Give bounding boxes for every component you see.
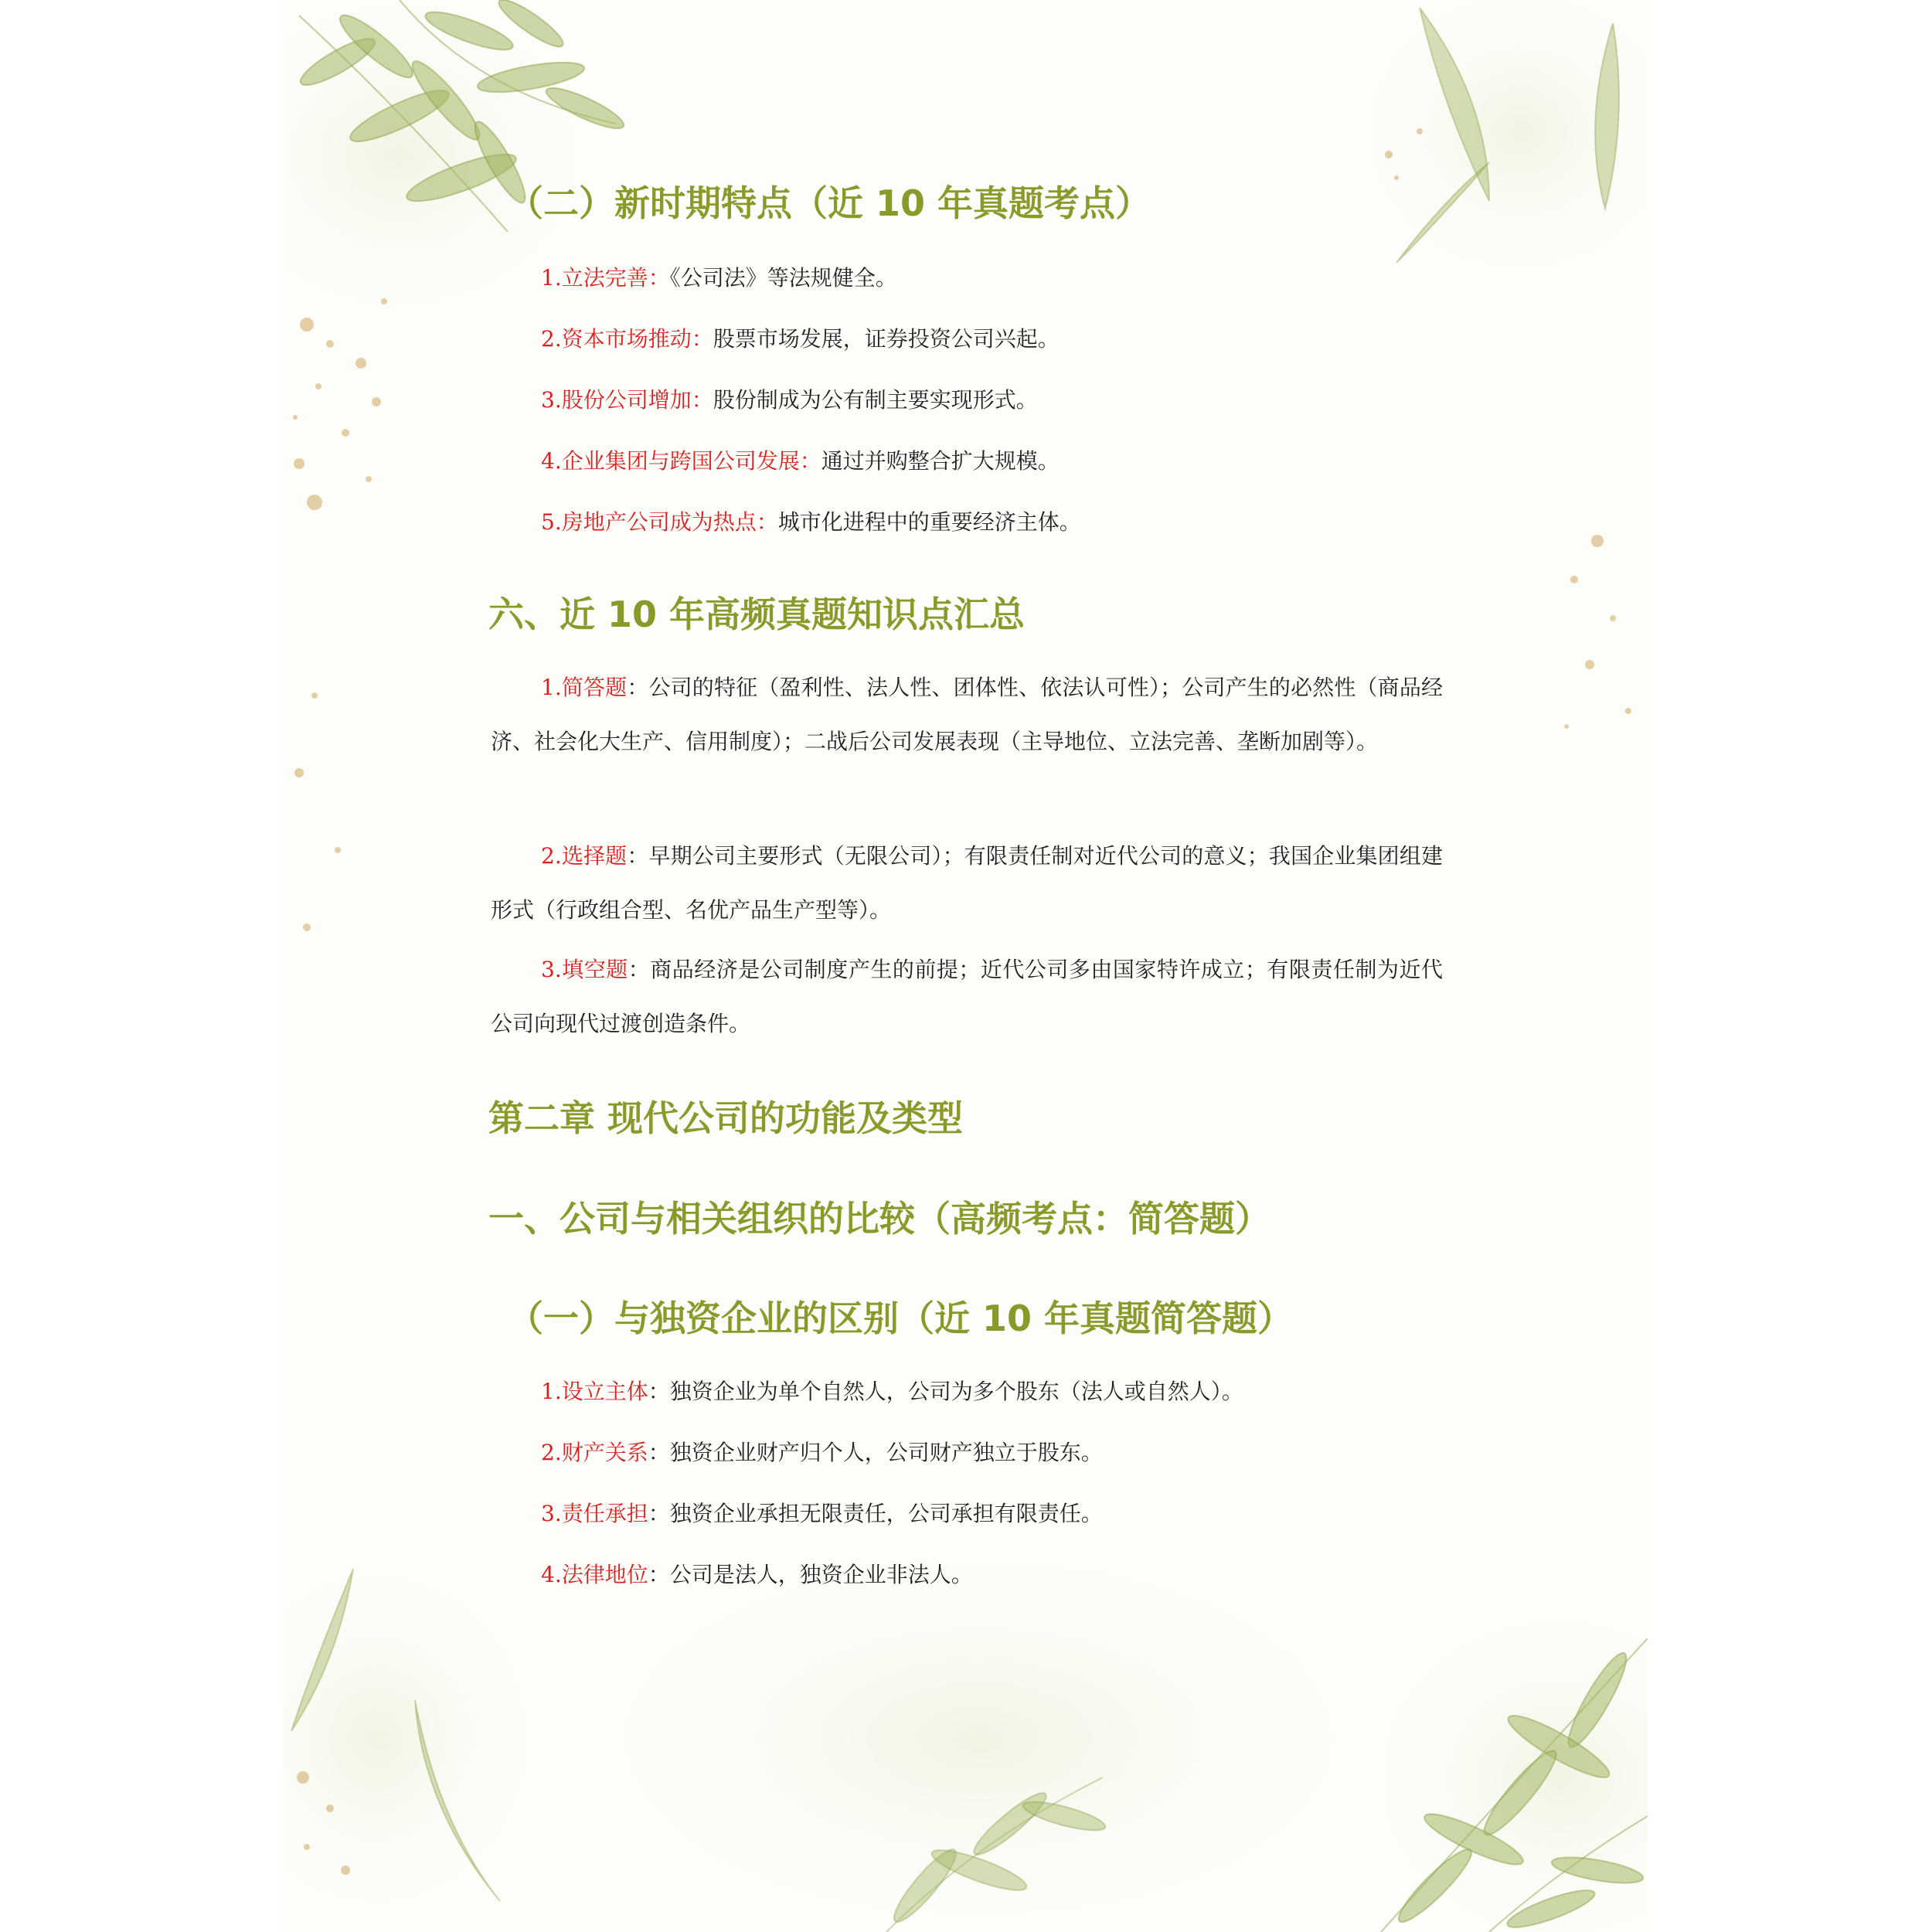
item-key: 法律地位 [561,1562,648,1587]
heading-sole-proprietorship: （一）与独资企业的区别（近 10 年真题简答题） [508,1298,1294,1339]
item-key: 填空题 [561,957,628,982]
item-number: 3. [541,1501,562,1526]
list-item [541,1560,973,1590]
item-key: 责任承担 [561,1501,648,1526]
item-key: 房地产公司成为热点： [561,509,778,535]
heading-new-era: （二）新时期特点（近 10 年真题考点） [508,182,1151,224]
item-number: 2. [541,1440,562,1465]
item-text: ：商品经济是公司制度产生的前提；近代公司多由国家特许成立；有限责任制为近代公司向现代过渡创造条件。 [491,957,1443,1036]
item-text: 股票市场发展，证券投资公司兴起。 [713,326,1060,352]
list-item [541,1498,1103,1529]
item-number: 5. [541,509,562,535]
item-text: 股份制成为公有制主要实现形式。 [713,387,1038,413]
document-content [284,0,1648,1932]
list-item [541,446,1060,477]
item-number: 2. [541,326,562,352]
summary-paragraph [491,661,1443,769]
item-key: 设立主体 [561,1379,648,1404]
chapter-title: 第二章 现代公司的功能及类型 [488,1097,964,1139]
item-number: 2. [541,843,562,869]
list-item [541,385,1038,416]
item-text: ：公司的特征（盈利性、法人性、团体性、依法认可性）；公司产生的必然性（商品经济、社会化大生产、信用制度）；二战后公司发展表现（主导地位、立法完善、垄断加剧等）。 [491,675,1443,754]
item-number: 4. [541,448,562,474]
summary-paragraph [491,829,1443,937]
summary-paragraph [491,943,1443,1051]
item-text: ：早期公司主要形式（无限公司）；有限责任制对近代公司的意义；我国企业集团组建形式（行政组合型、名优产品生产型等）。 [491,843,1443,923]
item-number: 1. [541,265,562,291]
item-text: ：独资企业承担无限责任，公司承担有限责任。 [648,1501,1103,1526]
item-key: 企业集团与跨国公司发展： [561,448,821,474]
item-key: 财产关系 [561,1440,648,1465]
item-text: ：公司是法人，独资企业非法人。 [648,1562,973,1587]
item-number: 1. [541,675,562,700]
item-text: 通过并购整合扩大规模。 [821,448,1060,474]
item-number: 3. [541,387,562,413]
item-key: 立法完善： [561,265,670,291]
heading-summary: 六、近 10 年高频真题知识点汇总 [488,594,1026,635]
item-number: 3. [541,957,562,982]
list-item [541,263,897,294]
item-text: ：独资企业为单个自然人，公司为多个股东（法人或自然人）。 [648,1379,1243,1404]
list-item [541,324,1060,355]
item-text: ：独资企业财产归个人，公司财产独立于股东。 [648,1440,1103,1465]
document-page [284,0,1648,1932]
item-key: 选择题 [561,843,628,869]
list-item [541,507,1081,538]
item-text: 城市化进程中的重要经济主体。 [777,509,1081,535]
list-item [541,1376,1243,1407]
item-number: 1. [541,1379,562,1404]
heading-compare: 一、公司与相关组织的比较（高频考点：简答题） [488,1198,1270,1240]
item-key: 简答题 [561,675,628,700]
list-item [541,1437,1103,1468]
item-key: 股份公司增加： [561,387,713,413]
item-key: 资本市场推动： [561,326,713,352]
item-number: 4. [541,1562,562,1587]
item-text: 《公司法》等法规健全。 [669,265,897,291]
